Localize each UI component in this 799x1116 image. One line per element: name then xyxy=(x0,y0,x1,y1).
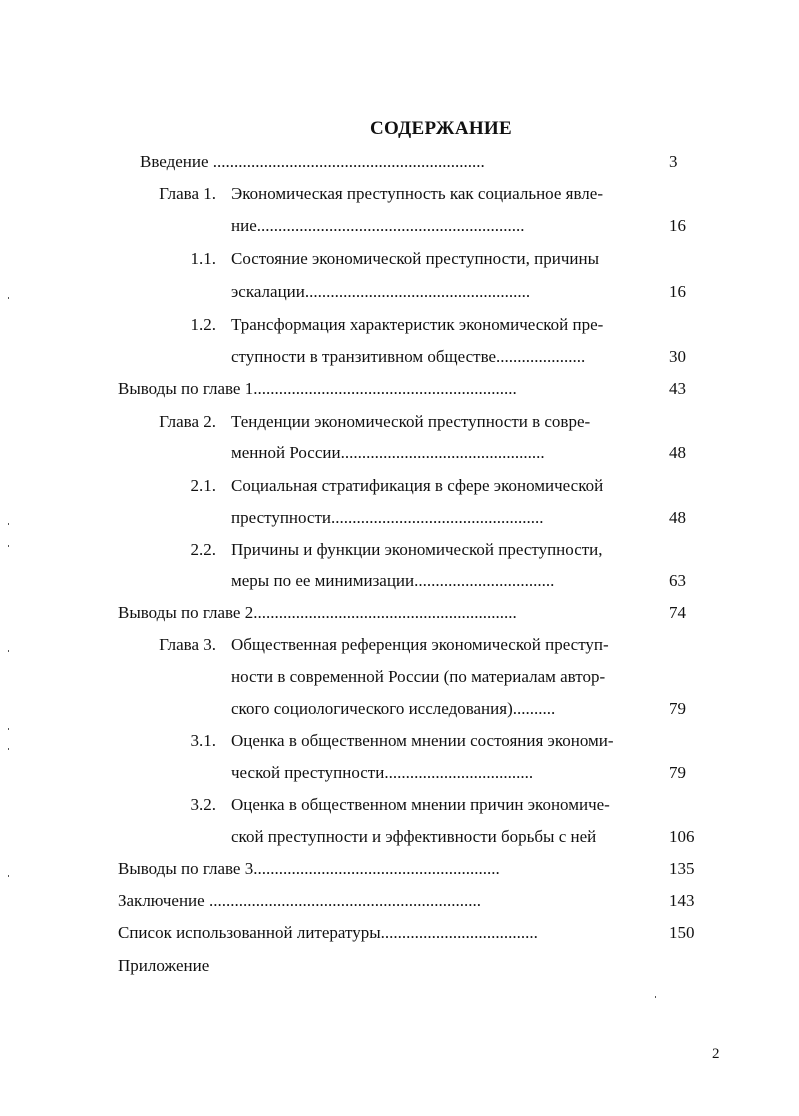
toc-entry-appendix: Приложение xyxy=(118,956,210,975)
toc-page-chapter-1: 16 xyxy=(669,216,686,235)
toc-label-section-2-2: 2.2. xyxy=(190,540,216,559)
toc-page-chapter-2: 48 xyxy=(669,443,686,462)
toc-entry-chapter-1: Экономическая преступность как социальное явле- xyxy=(231,184,603,203)
toc-label-chapter-3: Глава 3. xyxy=(159,635,216,654)
toc-page-conclusion: 143 xyxy=(669,891,695,910)
toc-entry-section-2-2-cont: меры по ее минимизации................................. xyxy=(231,571,555,590)
toc-entry-section-2-2: Причины и функции экономической преступности, xyxy=(231,540,603,559)
page-number: 2 xyxy=(712,1046,720,1062)
toc-entry-intro: Введение ................................................................ xyxy=(140,152,485,171)
toc-label-section-3-1: 3.1. xyxy=(190,731,216,750)
toc-entry-section-1-1-cont: эскалации..................................................... xyxy=(231,282,531,301)
toc-page-conclusions-2: 74 xyxy=(669,603,686,622)
toc-page-references: 150 xyxy=(669,923,695,942)
page-title: СОДЕРЖАНИЕ xyxy=(370,118,512,139)
scan-speck xyxy=(8,523,9,525)
scan-speck xyxy=(8,875,9,877)
scan-speck xyxy=(8,545,9,547)
toc-entry-conclusions-1: Выводы по главе 1.............................................................. xyxy=(118,379,517,398)
toc-page-section-2-1: 48 xyxy=(669,508,686,527)
toc-entry-chapter-2-cont: менной России................................................ xyxy=(231,443,545,462)
toc-label-chapter-2: Глава 2. xyxy=(159,412,216,431)
toc-page-section-1-1: 16 xyxy=(669,282,686,301)
toc-page-section-3-1: 79 xyxy=(669,763,686,782)
toc-entry-conclusions-3: Выводы по главе 3.......................................................... xyxy=(118,859,500,878)
toc-label-chapter-1: Глава 1. xyxy=(159,184,216,203)
toc-entry-section-1-1: Состояние экономической преступности, причины xyxy=(231,249,599,268)
toc-entry-section-3-1: Оценка в общественном мнении состояния экономи- xyxy=(231,731,614,750)
toc-entry-conclusion: Заключение ................................................................ xyxy=(118,891,481,910)
scan-speck xyxy=(655,996,656,998)
toc-entry-chapter-3: Общественная референция экономической преступ- xyxy=(231,635,609,654)
toc-page-chapter-3: 79 xyxy=(669,699,686,718)
toc-page-section-1-2: 30 xyxy=(669,347,686,366)
scan-speck xyxy=(8,728,9,730)
toc-entry-section-3-1-cont: ческой преступности................................... xyxy=(231,763,534,782)
toc-page-section-2-2: 63 xyxy=(669,571,686,590)
toc-label-section-1-1: 1.1. xyxy=(190,249,216,268)
toc-entry-section-3-2-cont: ской преступности и эффективности борьбы с ней xyxy=(231,827,597,846)
toc-entry-section-1-2-cont: ступности в транзитивном обществе..................... xyxy=(231,347,586,366)
toc-entry-chapter-3-cont-2: ского социологического исследования).......... xyxy=(231,699,556,718)
toc-entry-conclusions-2: Выводы по главе 2.............................................................. xyxy=(118,603,517,622)
toc-page-conclusions-1: 43 xyxy=(669,379,686,398)
toc-entry-section-2-1-cont: преступности.................................................. xyxy=(231,508,544,527)
toc-page-section-3-2: 106 xyxy=(669,827,695,846)
scan-speck xyxy=(8,297,9,299)
toc-entry-section-3-2: Оценка в общественном мнении причин экономиче- xyxy=(231,795,610,814)
toc-entry-section-1-2: Трансформация характеристик экономической пре- xyxy=(231,315,604,334)
toc-entry-chapter-2: Тенденции экономической преступности в совре- xyxy=(231,412,591,431)
scan-speck xyxy=(8,650,9,652)
toc-entry-section-2-1: Социальная стратификация в сфере экономической xyxy=(231,476,604,495)
toc-page-conclusions-3: 135 xyxy=(669,859,695,878)
toc-label-section-1-2: 1.2. xyxy=(190,315,216,334)
scan-speck xyxy=(8,748,9,750)
toc-label-section-2-1: 2.1. xyxy=(190,476,216,495)
toc-entry-chapter-1-cont: ние............................................................... xyxy=(231,216,525,235)
toc-label-section-3-2: 3.2. xyxy=(190,795,216,814)
toc-page-intro: 3 xyxy=(669,152,678,171)
toc-entry-chapter-3-cont-1: ности в современной России (по материалам автор- xyxy=(231,667,606,686)
toc-entry-references: Список использованной литературы..................................... xyxy=(118,923,538,942)
